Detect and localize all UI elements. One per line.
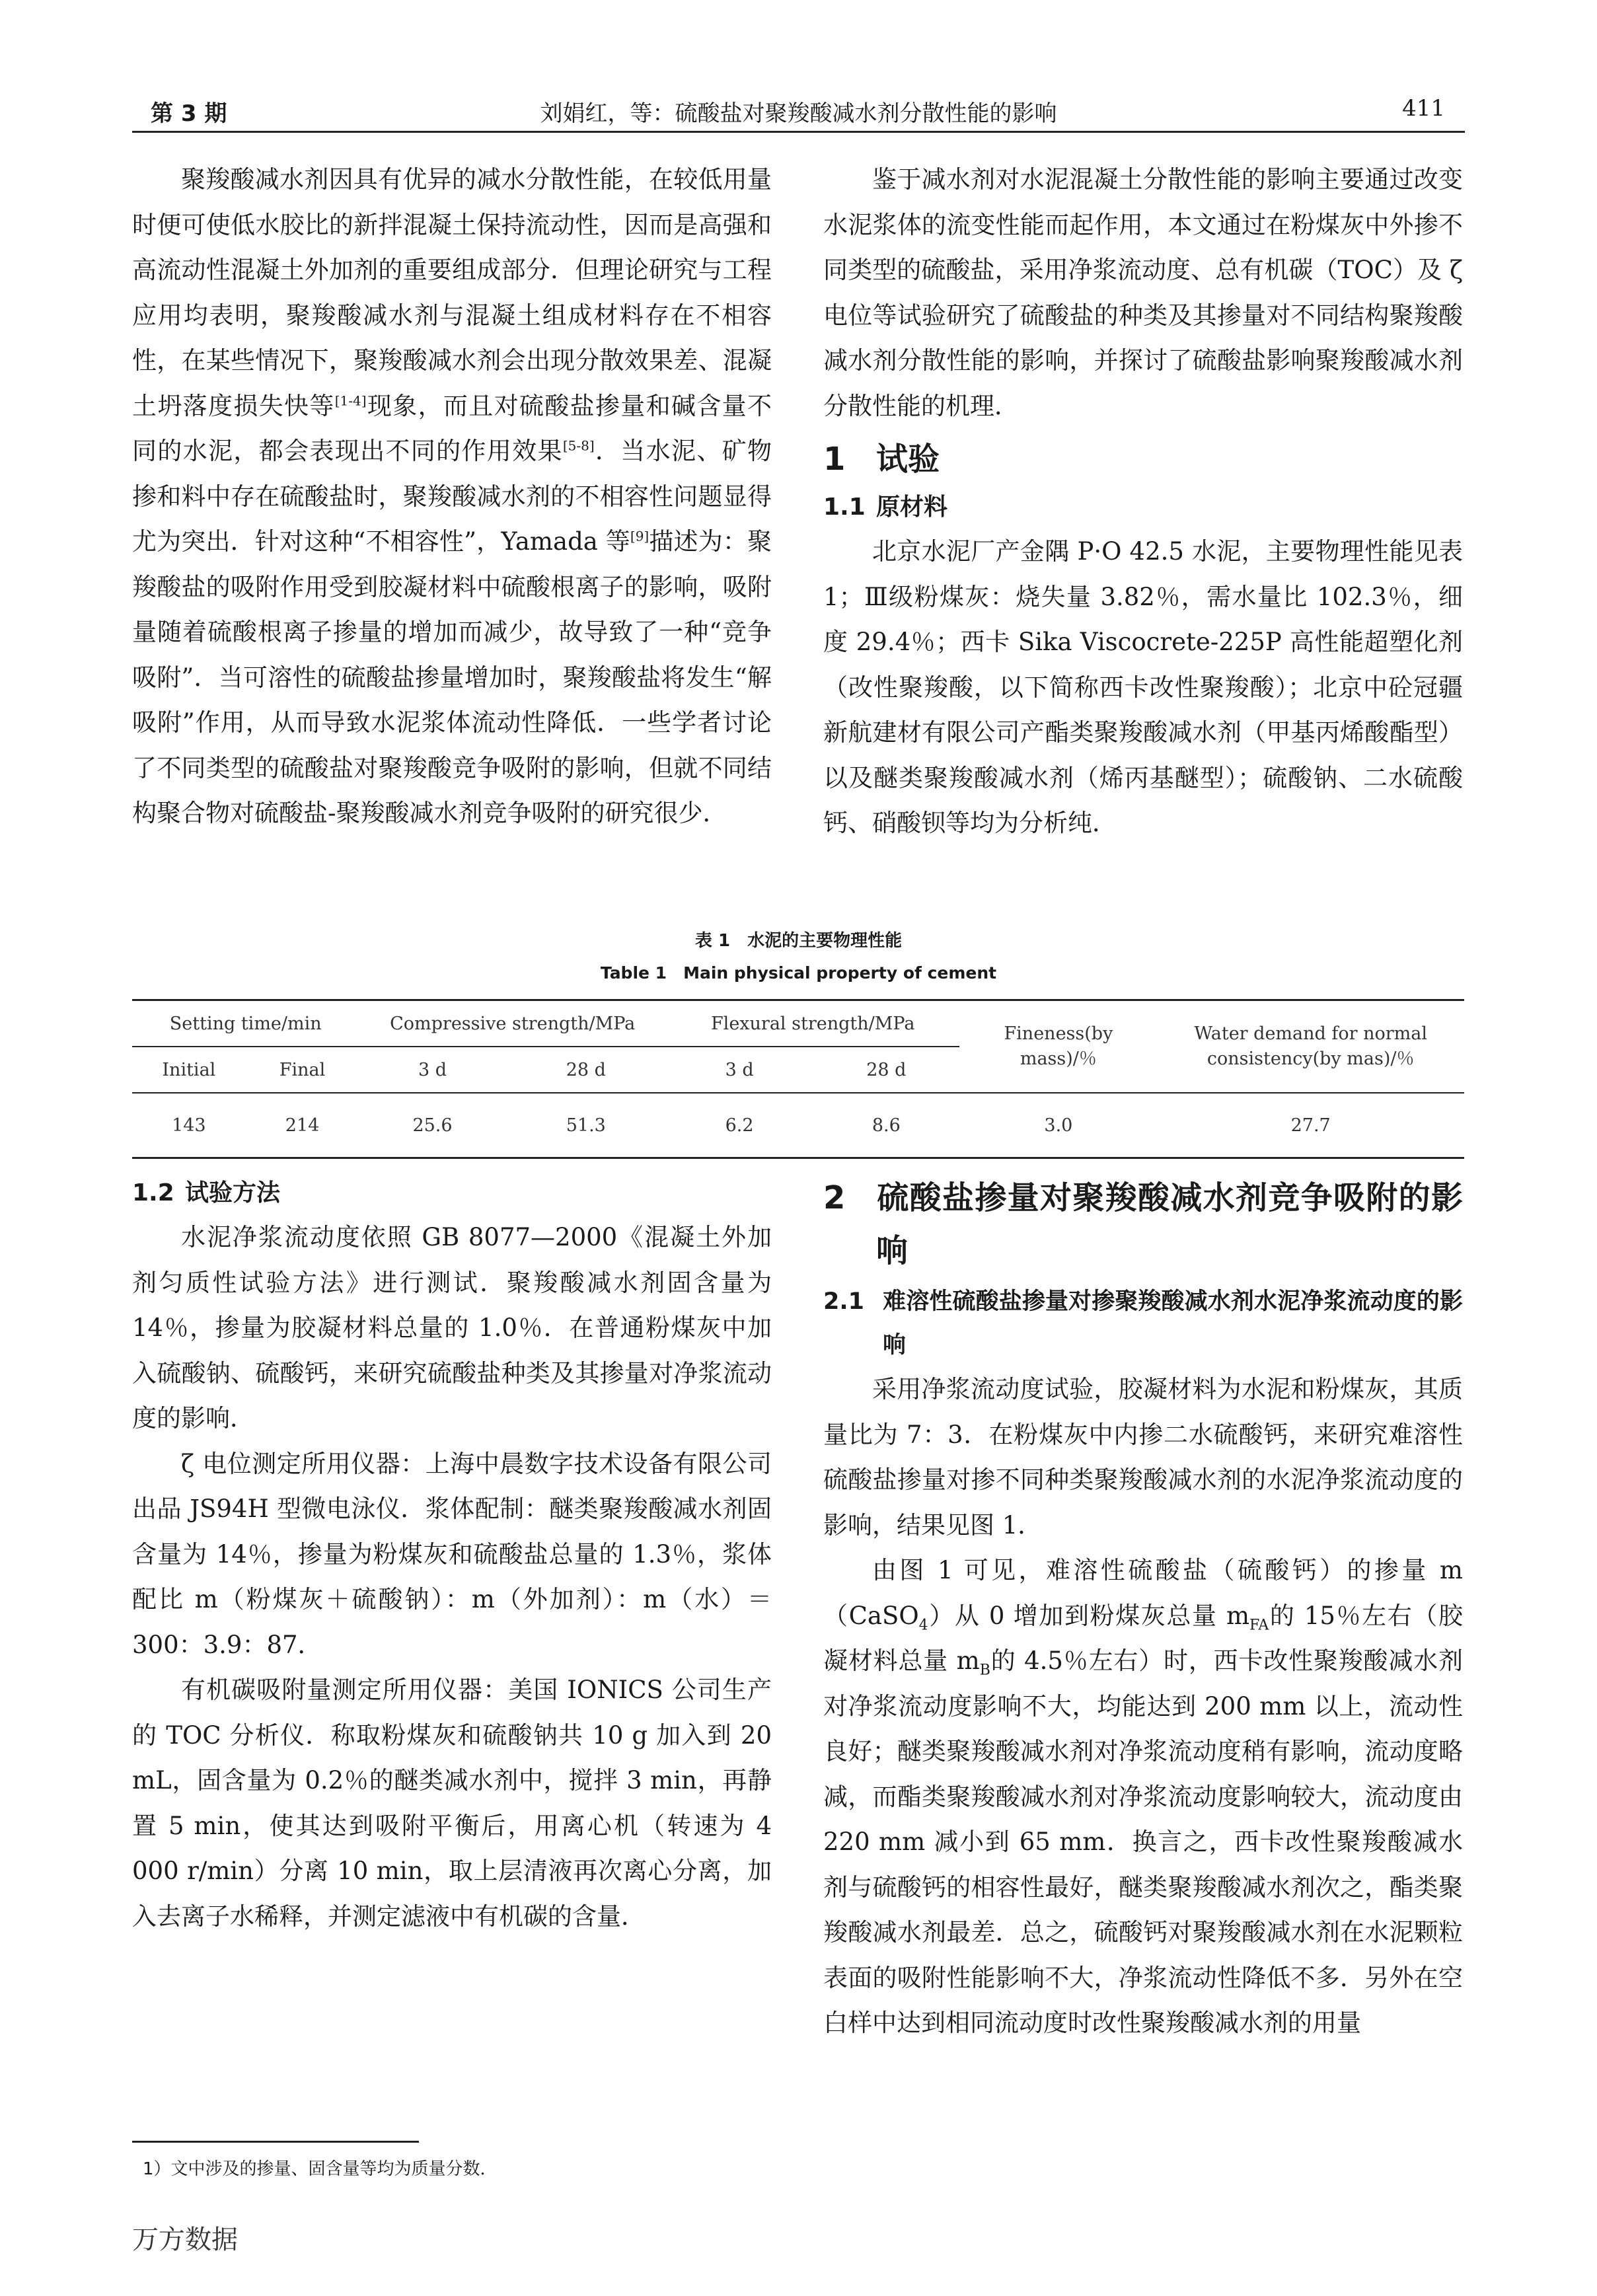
citation-9: [9] bbox=[630, 528, 650, 544]
header-flex-3d: 3 d bbox=[725, 1059, 754, 1080]
watermark: 万方数据 bbox=[132, 2225, 238, 2255]
cell-flex-28d: 8.6 bbox=[813, 1093, 959, 1158]
issue-label: 第 3 期 bbox=[151, 100, 227, 127]
results-text-d: 的 4.5％左右）时，西卡改性聚羧酸减水剂对净浆流动度影响不大，均能达到 200 mm 以上，流动性良好；醚类聚羧酸减水剂对净浆流动度稍有影响，流动度略减，而酯类聚羧酸减水剂对净浆流动度影响较大，流动度由 220 mm 减小到 65 mm．换言之，西卡改性聚羧酸减水剂与硫酸钙的相容性最好，醚类聚羧酸减水剂次之，酯类聚羧酸减水剂最差．总之，硫酸钙对聚羧酸减水剂在水泥颗粒表面的吸附性能影响不大，净浆流动性降低不多．另外在空白样中达到相同流动度时改性聚羧酸减水剂的用量 bbox=[823, 1647, 1463, 2037]
section-1-2-title: 试验方法 bbox=[185, 1179, 281, 1206]
section-2-title: 硫酸盐掺量对聚羧酸减水剂竞争吸附的影响 bbox=[876, 1179, 1463, 1269]
table-row bbox=[132, 1093, 1464, 1158]
section-2-1-heading bbox=[823, 1280, 1463, 1367]
section-1-heading bbox=[823, 433, 1463, 486]
subscript-b: B bbox=[979, 1662, 990, 1679]
running-title: 刘娟红，等：硫酸盐对聚羧酸减水剂分散性能的影响 bbox=[540, 100, 1057, 127]
header-initial: Initial bbox=[162, 1059, 216, 1080]
section-1-1-number: 1.1 bbox=[823, 494, 866, 521]
section-2-heading bbox=[823, 1171, 1463, 1277]
header-final: Final bbox=[279, 1059, 326, 1080]
subscript-4: 4 bbox=[918, 1616, 928, 1633]
cell-initial: 143 bbox=[132, 1093, 246, 1158]
left-bottom-column bbox=[132, 1171, 772, 1939]
intro-column bbox=[132, 157, 772, 836]
footnote-rule bbox=[132, 2141, 419, 2143]
header-fineness: Fineness(by mass)/％ bbox=[1004, 1023, 1113, 1069]
intro-text-a: 聚羧酸减水剂因具有优异的减水分散性能，在较低用量时便可使低水胶比的新拌混凝土保持流动性，因而是高强和高流动性混凝土外加剂的重要组成部分．但理论研究与工程应用均表明，聚羧酸减水剂与混凝土组成材料存在不相容性，在某些情况下，聚羧酸减水剂会出现分散效果差、混凝土坍落度损失快等 bbox=[132, 165, 772, 420]
cell-fineness: 3.0 bbox=[959, 1093, 1157, 1158]
results-paragraph-2 bbox=[823, 1548, 1463, 2046]
section-1-1-title: 原材料 bbox=[876, 494, 948, 521]
table-1 bbox=[132, 999, 1464, 1159]
results-paragraph-1: 采用净浆流动度试验，胶凝材料为水泥和粉煤灰，其质量比为 7：3．在粉煤灰中内掺二水硫酸钙，来研究难溶性硫酸盐掺量对掺不同种类聚羧酸减水剂的水泥净浆流动度的影响，结果见图 1． bbox=[823, 1375, 1463, 1539]
cell-comp-28d: 51.3 bbox=[506, 1093, 666, 1158]
method-paragraph-3: 有机碳吸附量测定所用仪器：美国 IONICS 公司生产的 TOC 分析仪．称取粉煤灰和硫酸钠共 10 g 加入到 20 mL，固含量为 0.2％的醚类减水剂中，搅拌 3 min，再静置 5 min，使其达到吸附平衡后，用离心机（转速为 4 000 r/min）分离 10 min，取上层清液再次离心分离，加入去离子水稀释，并测定滤液中有机碳的含量． bbox=[132, 1676, 772, 1931]
method-paragraph-2: ζ 电位测定所用仪器：上海中晨数字技术设备有限公司出品 JS94H 型微电泳仪．浆体配制：醚类聚羧酸减水剂固含量为 14％，掺量为粉煤灰和硫酸盐总量的 1.3％，浆体配比 m（粉煤灰＋硫酸钠）：m（外加剂）：m（水）＝300：3.9：87． bbox=[132, 1449, 772, 1659]
section-2-1-number: 2.1 bbox=[823, 1288, 865, 1315]
intro-paragraph-1 bbox=[132, 157, 772, 836]
cell-flex-3d: 6.2 bbox=[666, 1093, 813, 1158]
header-flexural-strength: Flexural strength/MPa bbox=[666, 1000, 959, 1047]
running-head bbox=[132, 91, 1465, 133]
table-1-caption-cn: 表 1 水泥的主要物理性能 bbox=[694, 931, 903, 951]
cell-water-demand: 27.7 bbox=[1157, 1093, 1464, 1158]
results-text-a: 由图 1 可见，难溶性硫酸盐（硫酸钙）的掺量 m（CaSO bbox=[823, 1556, 1463, 1630]
subscript-fa: FA bbox=[1249, 1616, 1269, 1633]
header-flex-28d: 28 d bbox=[866, 1059, 907, 1080]
section-1-1-heading bbox=[823, 486, 1463, 529]
materials-paragraph: 北京水泥厂产金隅 P·O 42.5 水泥，主要物理性能见表 1；Ⅲ级粉煤灰：烧失量 3.82％，需水量比 102.3％，细度 29.4％；西卡 Sika Viscocrete-225P 高性能超塑化剂（改性聚羧酸，以下简称西卡改性聚羧酸）；北京中砼冠疆新航建材有限公司产酯类聚羧酸减水剂（甲基丙烯酸酯型）以及醚类聚羧酸减水剂（烯丙基醚型）；硫酸钠、二水硫酸钙、硝酸钡等均为分析纯． bbox=[823, 537, 1463, 837]
section-1-2-heading bbox=[132, 1171, 772, 1215]
results-text-c: 的 15％左右（胶凝材料总量 m bbox=[823, 1601, 1463, 1675]
header-compressive-strength: Compressive strength/MPa bbox=[359, 1000, 666, 1047]
intro-text-d: 描述为：聚羧酸盐的吸附作用受到胶凝材料中硫酸根离子的影响，吸附量随着硫酸根离子掺量的增加而减少，故导致了一种“竞争吸附”．当可溶性的硫酸盐掺量增加时，聚羧酸盐将发生“解吸附”作用，从而导致水泥浆体流动性降低．一些学者讨论了不同类型的硫酸盐对聚羧酸竞争吸附的影响，但就不同结构聚合物对硫酸盐-聚羧酸减水剂竞争吸附的研究很少． bbox=[132, 527, 772, 827]
table-1-caption-en: Table 1 Main physical property of cement bbox=[600, 963, 997, 982]
intro-paragraph-2: 鉴于减水剂对水泥混凝土分散性能的影响主要通过改变水泥浆体的流变性能而起作用，本文通过在粉煤灰中外掺不同类型的硫酸盐，采用净浆流动度、总有机碳（TOC）及 ζ 电位等试验研究了硫酸盐的种类及其掺量对不同结构聚羧酸减水剂分散性能的影响，并探讨了硫酸盐影响聚羧酸减水剂分散性能的机理． bbox=[823, 165, 1463, 420]
intro-text-b: 现象，而且对硫酸盐掺量和碱含量不同的水泥，都会表现出不同的作用效果 bbox=[132, 391, 772, 465]
section-1-number: 1 bbox=[823, 441, 846, 478]
section-1-title: 试验 bbox=[876, 441, 940, 478]
header-setting-time: Setting time/min bbox=[132, 1000, 359, 1047]
results-text-b: ）从 0 增加到粉煤灰总量 m bbox=[928, 1601, 1250, 1630]
right-bottom-column bbox=[823, 1171, 1463, 2046]
section-2-1-title: 难溶性硫酸盐掺量对掺聚羧酸减水剂水泥净浆流动度的影响 bbox=[883, 1288, 1463, 1358]
citation-1-4: [1-4] bbox=[334, 392, 367, 409]
cell-final: 214 bbox=[246, 1093, 359, 1158]
method-paragraph-1: 水泥净浆流动度依照 GB 8077—2000《混凝土外加剂匀质性试验方法》进行测试．聚羧酸减水剂固含量为 14％，掺量为胶凝材料总量的 1.0％．在普通粉煤灰中加入硫酸钠、硫酸钙，来研究硫酸盐种类及其掺量对净浆流动度的影响． bbox=[132, 1223, 772, 1432]
header-water-demand: Water demand for normal consistency(by mas)/％ bbox=[1194, 1023, 1428, 1069]
right-top-column bbox=[823, 157, 1463, 846]
header-comp-3d: 3 d bbox=[418, 1059, 447, 1080]
section-1-2-number: 1.2 bbox=[132, 1179, 174, 1206]
header-comp-28d: 28 d bbox=[566, 1059, 606, 1080]
intro-text-c: ．当水泥、矿物掺和料中存在硫酸盐时，聚羧酸减水剂的不相容性问题显得尤为突出．针对这种“不相容性”，Yamada 等 bbox=[132, 437, 772, 556]
section-2-number: 2 bbox=[823, 1179, 846, 1216]
citation-5-8: [5-8] bbox=[562, 437, 595, 454]
cell-comp-3d: 25.6 bbox=[359, 1093, 505, 1158]
footnote: 1）文中涉及的掺量、固含量等均为质量分数． bbox=[143, 2159, 498, 2179]
page-number: 411 bbox=[1402, 95, 1445, 122]
